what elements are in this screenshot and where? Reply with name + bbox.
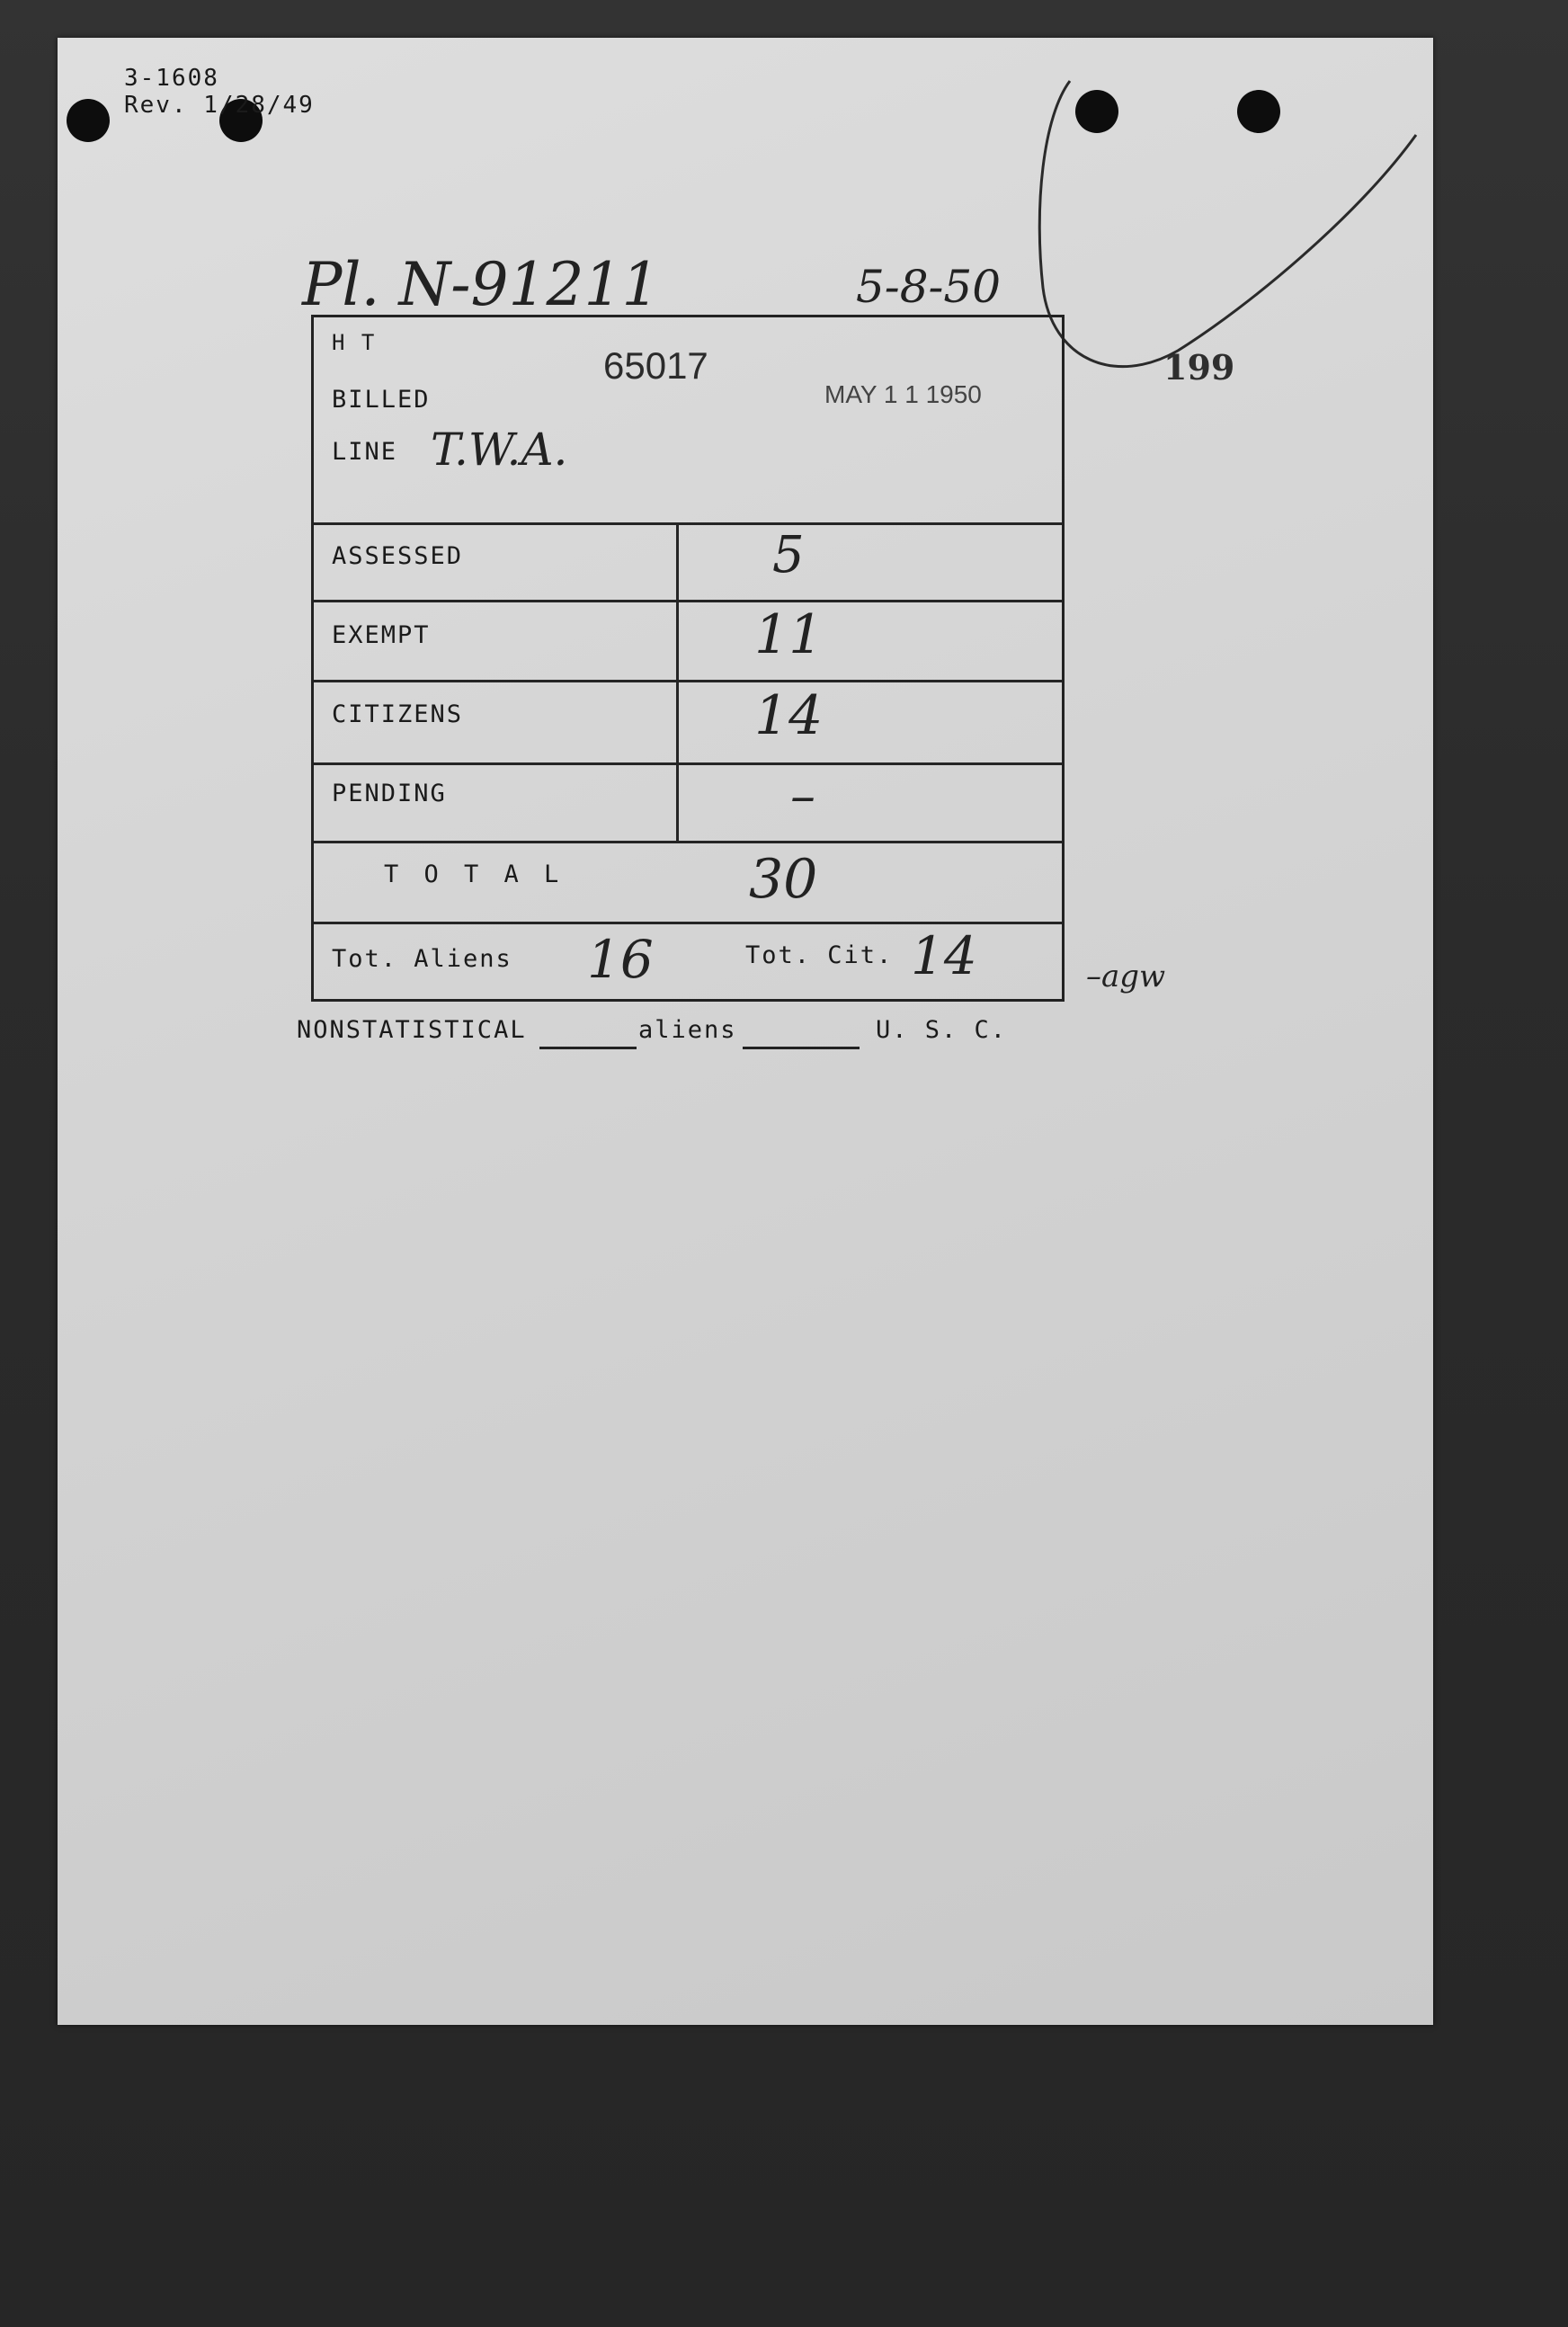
divider (314, 841, 1062, 843)
check-mark (1016, 63, 1448, 387)
divider (314, 680, 1062, 682)
page-number: 199 (1163, 347, 1235, 388)
line-label: LINE (332, 438, 398, 466)
nonstatistical-blank (539, 1047, 637, 1049)
total-citizens-label: Tot. Cit. (745, 941, 894, 969)
manifest-date: 5-8-50 (856, 261, 1002, 313)
divider (314, 522, 1062, 525)
assessed-value: 5 (772, 526, 805, 584)
nonstatistical-label: NONSTATISTICAL (297, 1016, 527, 1044)
divider (314, 762, 1062, 765)
aliens-blank (743, 1047, 860, 1049)
initials: –agw (1086, 958, 1166, 994)
assessed-label: ASSESSED (332, 542, 464, 570)
total-aliens-label: Tot. Aliens (332, 945, 512, 973)
total-value: 30 (749, 848, 818, 911)
usc-label: U. S. C. (876, 1016, 1008, 1044)
exempt-label: EXEMPT (332, 621, 431, 649)
manifest-reference: Pl. N-91211 (302, 250, 660, 319)
divider (314, 922, 1062, 924)
total-aliens-value: 16 (587, 929, 654, 990)
aliens-label: aliens (638, 1016, 737, 1044)
tally-form (311, 315, 1065, 1002)
pending-value: – (790, 767, 815, 825)
column-divider (676, 522, 679, 841)
form-number: 3-1608 (124, 65, 219, 92)
exempt-value: 11 (754, 603, 824, 666)
received-stamp: MAY 1 1 1950 (824, 380, 982, 408)
total-label: T O T A L (384, 860, 565, 888)
ht-label: H T (332, 330, 377, 355)
citizens-value: 14 (754, 684, 824, 747)
pending-label: PENDING (332, 780, 447, 807)
divider (314, 600, 1062, 602)
billed-label: BILLED (332, 386, 431, 414)
line-value: T.W.A. (431, 423, 568, 476)
total-citizens-value: 14 (911, 925, 977, 986)
revision-date: Rev. 1/28/49 (124, 92, 315, 119)
citizens-label: CITIZENS (332, 700, 464, 728)
ht-number: 65017 (603, 344, 708, 387)
punch-hole (67, 99, 110, 142)
